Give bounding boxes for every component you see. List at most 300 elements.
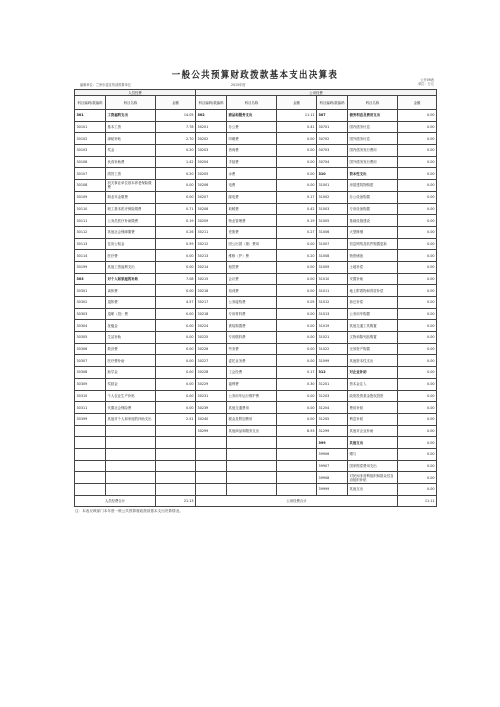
table-row <box>75 355 437 367</box>
cell-code: 30213 <box>196 250 227 262</box>
form-info <box>418 78 434 86</box>
cell-code <box>196 460 227 472</box>
cell-code <box>75 448 106 460</box>
document-title: 一般公共预算财政拨款基本支出决算表 <box>171 70 339 81</box>
cell-amount: 0.00 <box>277 413 317 425</box>
cell-code: 39908 <box>317 472 348 484</box>
fiscal-year: 2015年度 <box>231 83 246 87</box>
cell-name: 因公出国（境）费用 <box>227 238 277 250</box>
col-amount: 金额 <box>277 96 317 110</box>
cell-amount: 2.70 <box>156 133 196 145</box>
cell-amount: 0.00 <box>277 332 317 344</box>
cell-amount: 0.59 <box>156 238 196 250</box>
table-row <box>75 297 437 309</box>
table-row <box>75 180 437 192</box>
table-row <box>75 378 437 390</box>
cell-amount <box>156 484 196 496</box>
table-row <box>75 332 437 344</box>
cell-name: 大型修缮 <box>348 226 398 238</box>
cell-name: 对个人和家庭的补助 <box>106 273 156 285</box>
cell-name: 公务员医疗补助缴费 <box>106 215 156 227</box>
cell-name: 咨询费 <box>227 145 277 157</box>
cell-code <box>75 472 106 484</box>
currency-unit: 单位：万元 <box>418 82 434 86</box>
cell-amount: 4.57 <box>156 297 196 309</box>
cell-code: 30206 <box>196 180 227 192</box>
cell-amount: 0.00 <box>156 367 196 379</box>
table-row <box>75 121 437 133</box>
cell-code: 301 <box>75 110 106 122</box>
cell-code: 31201 <box>317 378 348 390</box>
table-row <box>75 203 437 215</box>
cell-name: 对民间非营利组织和群众性自治组织补贴 <box>348 472 398 484</box>
cell-amount: 0.19 <box>156 215 196 227</box>
cell-name <box>106 425 156 437</box>
cell-code: 31002 <box>317 191 348 203</box>
cell-amount: 0.00 <box>156 355 196 367</box>
cell-name: 物资储备 <box>348 250 398 262</box>
cell-code: 31019 <box>317 320 348 332</box>
col-name: 科目名称 <box>227 96 277 110</box>
table-row <box>75 402 437 414</box>
cell-name: 信息网络及软件购置更新 <box>348 238 398 250</box>
cell-amount <box>156 472 196 484</box>
cell-amount: 0.30 <box>277 378 317 390</box>
cell-name <box>106 448 156 460</box>
cell-code: 30308 <box>75 367 106 379</box>
cell-name: 其他对企业补助 <box>348 425 398 437</box>
cell-code: 30203 <box>196 145 227 157</box>
col-amount: 金额 <box>398 96 437 110</box>
cell-code: 31008 <box>317 250 348 262</box>
cell-name: 国内债务发行费用 <box>348 145 398 157</box>
cell-name: 助学金 <box>106 367 156 379</box>
cell-name: 奖金 <box>106 145 156 157</box>
table-row <box>75 168 437 180</box>
col-amount: 金额 <box>156 96 196 110</box>
personnel-total-label: 人员经费合计 <box>75 495 156 507</box>
cell-code: 30211 <box>196 226 227 238</box>
cell-amount: 0.00 <box>398 460 437 472</box>
column-header-row <box>75 96 437 110</box>
cell-amount: 0.00 <box>277 308 317 320</box>
cell-amount: 0.00 <box>398 226 437 238</box>
cell-name: 离休费 <box>106 285 156 297</box>
col-name: 科目名称 <box>348 96 398 110</box>
cell-code: 30702 <box>317 133 348 145</box>
cell-amount: 0.00 <box>398 308 437 320</box>
cell-amount: 0.00 <box>156 261 196 273</box>
cell-amount: 0.00 <box>277 355 317 367</box>
cell-amount: 0.00 <box>156 378 196 390</box>
cell-amount: 0.00 <box>398 378 437 390</box>
cell-code: 30301 <box>75 285 106 297</box>
cell-code: 30212 <box>196 238 227 250</box>
table-row <box>75 110 437 122</box>
cell-code: 30102 <box>75 133 106 145</box>
cell-name: 资本金注入 <box>348 378 398 390</box>
cell-amount <box>156 437 196 449</box>
cell-name: 医疗费 <box>106 250 156 262</box>
cell-amount: 0.00 <box>156 180 196 192</box>
cell-code: 30216 <box>196 285 227 297</box>
cell-name: 电费 <box>227 180 277 192</box>
cell-name: 公务用车运行维护费 <box>227 390 277 402</box>
cell-name: 印刷费 <box>227 133 277 145</box>
cell-code: 31013 <box>317 308 348 320</box>
cell-code: 30231 <box>196 390 227 402</box>
cell-code: 30207 <box>196 191 227 203</box>
cell-name: 无形资产购置 <box>348 343 398 355</box>
cell-amount: 0.26 <box>156 226 196 238</box>
cell-name: 其他资本性支出 <box>348 355 398 367</box>
cell-amount: 0.00 <box>398 121 437 133</box>
cell-amount: 0.00 <box>277 285 317 297</box>
cell-code: 31299 <box>317 425 348 437</box>
col-name: 科目名称 <box>106 96 156 110</box>
cell-amount: 0.00 <box>398 203 437 215</box>
cell-code: 30106 <box>75 156 106 168</box>
cell-name: 公务接待费 <box>227 297 277 309</box>
personnel-total-value: 21.13 <box>156 495 196 507</box>
cell-amount <box>277 448 317 460</box>
cell-amount <box>156 460 196 472</box>
cell-code: 30202 <box>196 133 227 145</box>
cell-code: 31005 <box>317 215 348 227</box>
cell-name: 政府投资基金股权投资 <box>348 390 398 402</box>
cell-amount: 0.00 <box>156 343 196 355</box>
cell-name: 公务用车购置 <box>348 308 398 320</box>
cell-code: 30399 <box>75 413 106 425</box>
table-row <box>75 472 437 484</box>
cell-name <box>227 460 277 472</box>
cell-amount: 0.00 <box>277 168 317 180</box>
cell-amount: 0.00 <box>398 402 437 414</box>
cell-name: 救济费 <box>106 343 156 355</box>
table-row <box>75 273 437 285</box>
cell-amount: 0.00 <box>277 133 317 145</box>
totals-row <box>75 495 437 507</box>
cell-amount: 0.00 <box>277 402 317 414</box>
cell-name: 职工基本医疗保险缴费 <box>106 203 156 215</box>
group-public: 公用经费 <box>196 90 437 96</box>
cell-name: 个人农业生产补贴 <box>106 390 156 402</box>
cell-code: 30214 <box>196 261 227 273</box>
cell-amount <box>277 484 317 496</box>
cell-code: 303 <box>75 273 106 285</box>
cell-amount: 0.00 <box>277 320 317 332</box>
table-row <box>75 390 437 402</box>
cell-name: 会议费 <box>227 273 277 285</box>
cell-name: 安置补助 <box>348 273 398 285</box>
table-row <box>75 437 437 449</box>
cell-name: 办公设备购置 <box>348 191 398 203</box>
cell-amount: 0.20 <box>156 168 196 180</box>
cell-code: 30311 <box>75 402 106 414</box>
cell-name: 专用材料费 <box>227 308 277 320</box>
table-row <box>75 320 437 332</box>
cell-code: 310 <box>317 168 348 180</box>
cell-code: 30302 <box>75 297 106 309</box>
cell-code <box>75 460 106 472</box>
table-row <box>75 238 437 250</box>
cell-amount: 0.00 <box>398 191 437 203</box>
table-row <box>75 285 437 297</box>
cell-code <box>75 484 106 496</box>
cell-amount: 0.42 <box>277 203 317 215</box>
cell-amount: 0.00 <box>277 156 317 168</box>
table-row <box>75 261 437 273</box>
cell-name <box>227 472 277 484</box>
cell-code: 31010 <box>317 273 348 285</box>
cell-code: 30299 <box>196 425 227 437</box>
cell-name: 退休费 <box>106 297 156 309</box>
cell-code: 31001 <box>317 180 348 192</box>
cell-amount <box>156 448 196 460</box>
cell-name: 医疗费补助 <box>106 355 156 367</box>
cell-name: 其他支出 <box>348 484 398 496</box>
cell-code: 30703 <box>317 145 348 157</box>
cell-name: 机关事业单位基本养老保险缴费 <box>106 180 156 192</box>
cell-name: 税金及附加费用 <box>227 413 277 425</box>
cell-amount: 0.00 <box>398 215 437 227</box>
table-row <box>75 413 437 425</box>
table-row <box>75 484 437 496</box>
cell-code: 30704 <box>317 156 348 168</box>
table-row <box>75 191 437 203</box>
cell-amount: 0.00 <box>398 320 437 332</box>
cell-amount: 0.05 <box>277 297 317 309</box>
cell-code: 30205 <box>196 168 227 180</box>
cell-name: 专用设备购置 <box>348 203 398 215</box>
cell-amount: 7.08 <box>156 273 196 285</box>
cell-name: 津贴补贴 <box>106 133 156 145</box>
cell-code: 30306 <box>75 343 106 355</box>
table-row <box>75 133 437 145</box>
cell-amount: 0.00 <box>156 308 196 320</box>
cell-code: 30201 <box>196 121 227 133</box>
cell-code: 30218 <box>196 308 227 320</box>
cell-amount: 0.00 <box>398 156 437 168</box>
cell-code: 39907 <box>317 460 348 472</box>
cell-code: 30224 <box>196 320 227 332</box>
cell-name: 退职（役）费 <box>106 308 156 320</box>
cell-name: 福利费 <box>227 378 277 390</box>
cell-code: 399 <box>317 437 348 449</box>
cell-name <box>106 460 156 472</box>
cell-code: 30108 <box>75 180 106 192</box>
cell-code: 30209 <box>196 215 227 227</box>
cell-code: 30208 <box>196 203 227 215</box>
cell-code: 31205 <box>317 413 348 425</box>
cell-code: 31006 <box>317 226 348 238</box>
cell-name: 委托业务费 <box>227 355 277 367</box>
table-row <box>75 448 437 460</box>
footnote: 注：本表反映部门本年度一般公共预算财政拨款基本支出决算情况。 <box>75 509 183 514</box>
cell-code: 39906 <box>317 448 348 460</box>
cell-code: 30229 <box>196 378 227 390</box>
cell-amount: 0.00 <box>398 273 437 285</box>
cell-amount: 0.00 <box>398 133 437 145</box>
cell-name <box>227 448 277 460</box>
cell-name: 其他对个人和家庭的补助支出 <box>106 413 156 425</box>
cell-name: 差旅费 <box>227 226 277 238</box>
cell-amount: 0.00 <box>277 390 317 402</box>
table-row <box>75 460 437 472</box>
cell-code: 30113 <box>75 238 106 250</box>
cell-name: 国家赔偿费用支出 <box>348 460 398 472</box>
cell-name: 其他商品和服务支出 <box>227 425 277 437</box>
cell-name: 伙食补助费 <box>106 156 156 168</box>
cell-name: 赠与 <box>348 448 398 460</box>
cell-code: 39999 <box>317 484 348 496</box>
cell-code: 31099 <box>317 355 348 367</box>
cell-code: 30114 <box>75 250 106 262</box>
cell-name: 代缴社会保险费 <box>106 402 156 414</box>
cell-amount: 0.00 <box>398 343 437 355</box>
cell-amount <box>277 437 317 449</box>
cell-code: 30240 <box>196 413 227 425</box>
table-row <box>75 343 437 355</box>
cell-code: 31003 <box>317 203 348 215</box>
cell-name: 邮电费 <box>227 191 277 203</box>
cell-amount: 0.00 <box>398 168 437 180</box>
col-code: 科目编码/款编码 <box>75 96 106 110</box>
cell-code <box>75 425 106 437</box>
cell-name: 水费 <box>227 168 277 180</box>
cell-code <box>196 448 227 460</box>
cell-code: 31012 <box>317 297 348 309</box>
public-total-label: 公用经费合计 <box>196 495 398 507</box>
cell-amount: 7.78 <box>156 121 196 133</box>
cell-amount: 0.00 <box>398 238 437 250</box>
cell-amount: 0.00 <box>398 285 437 297</box>
expenditure-table <box>74 89 437 507</box>
cell-code: 30226 <box>196 343 227 355</box>
cell-amount: 0.00 <box>277 273 317 285</box>
cell-amount: 2.51 <box>156 413 196 425</box>
cell-name: 抚恤金 <box>106 320 156 332</box>
cell-amount: 0.00 <box>398 437 437 449</box>
cell-amount: 0.00 <box>398 110 437 122</box>
cell-name: 商品和服务支出 <box>227 110 277 122</box>
cell-code: 312 <box>317 367 348 379</box>
table-row <box>75 425 437 437</box>
cell-code: 30112 <box>75 226 106 238</box>
cell-amount: 0.00 <box>156 320 196 332</box>
cell-code: 30217 <box>196 297 227 309</box>
cell-amount: 0.27 <box>277 226 317 238</box>
cell-amount: 0.20 <box>156 145 196 157</box>
cell-amount: 0.00 <box>156 402 196 414</box>
cell-name: 其他交通费用 <box>227 402 277 414</box>
cell-amount: 0.00 <box>398 332 437 344</box>
table-row <box>75 308 437 320</box>
cell-amount: 0.71 <box>156 203 196 215</box>
cell-code: 31022 <box>317 343 348 355</box>
cell-amount: 14.05 <box>156 110 196 122</box>
cell-amount: 1.42 <box>156 156 196 168</box>
cell-amount: 0.00 <box>277 238 317 250</box>
form-number: 公开09表 <box>420 78 434 82</box>
cell-name: 住房公积金 <box>106 238 156 250</box>
cell-amount: 0.00 <box>398 367 437 379</box>
cell-name: 其他交通工具购置 <box>348 320 398 332</box>
cell-amount: 0.00 <box>398 484 437 496</box>
cell-name: 其他社会保障缴费 <box>106 226 156 238</box>
cell-code: 31203 <box>317 390 348 402</box>
cell-name: 拆迁补偿 <box>348 297 398 309</box>
cell-code: 30199 <box>75 261 106 273</box>
cell-name: 生活补助 <box>106 332 156 344</box>
group-personnel: 人员经费 <box>75 90 196 96</box>
cell-name: 国内债务付息 <box>348 121 398 133</box>
table-row <box>75 367 437 379</box>
cell-code: 30228 <box>196 367 227 379</box>
cell-amount <box>277 472 317 484</box>
cell-code: 30303 <box>75 308 106 320</box>
cell-name: 奖励金 <box>106 378 156 390</box>
table-row <box>75 226 437 238</box>
col-code: 科目编码/款编码 <box>196 96 227 110</box>
cell-name: 基础设施建设 <box>348 215 398 227</box>
table-row <box>75 215 437 227</box>
cell-code: 30109 <box>75 191 106 203</box>
compiling-unit: 编制单位：兰州市委宣传部预算单位 <box>80 83 131 87</box>
cell-name: 文物和陈列品购置 <box>348 332 398 344</box>
table-row <box>75 156 437 168</box>
cell-name: 资本性支出 <box>348 168 398 180</box>
cell-name: 绩效工资 <box>106 168 156 180</box>
cell-amount: 0.00 <box>398 355 437 367</box>
cell-amount: 0.20 <box>277 250 317 262</box>
cell-amount: 0.00 <box>398 472 437 484</box>
cell-code: 307 <box>317 110 348 122</box>
cell-code: 31009 <box>317 261 348 273</box>
cell-name: 手续费 <box>227 156 277 168</box>
cell-name: 国外债务发行费用 <box>348 156 398 168</box>
cell-name: 地上附着物和青苗补偿 <box>348 285 398 297</box>
header-info-line <box>74 78 436 89</box>
table-row <box>75 250 437 262</box>
cell-name: 费用补贴 <box>348 402 398 414</box>
cell-name: 取暖费 <box>227 203 277 215</box>
cell-amount: 11.11 <box>277 110 317 122</box>
cell-code: 30701 <box>317 121 348 133</box>
cell-code: 30309 <box>75 378 106 390</box>
cell-amount <box>156 425 196 437</box>
cell-name: 租赁费 <box>227 261 277 273</box>
cell-amount: 0.00 <box>398 145 437 157</box>
cell-code: 30304 <box>75 320 106 332</box>
cell-name <box>106 437 156 449</box>
cell-code: 30204 <box>196 156 227 168</box>
cell-code <box>196 484 227 496</box>
cell-name: 基本工资 <box>106 121 156 133</box>
cell-amount: 0.19 <box>277 215 317 227</box>
cell-amount: 0.17 <box>277 191 317 203</box>
cell-code: 31011 <box>317 285 348 297</box>
cell-name: 维修（护）费 <box>227 250 277 262</box>
table-body <box>75 110 437 496</box>
cell-name: 培训费 <box>227 285 277 297</box>
cell-name: 利息补贴 <box>348 413 398 425</box>
cell-name: 工资福利支出 <box>106 110 156 122</box>
table-row <box>75 145 437 157</box>
cell-code: 31007 <box>317 238 348 250</box>
cell-amount: 0.00 <box>277 180 317 192</box>
cell-code: 31204 <box>317 402 348 414</box>
